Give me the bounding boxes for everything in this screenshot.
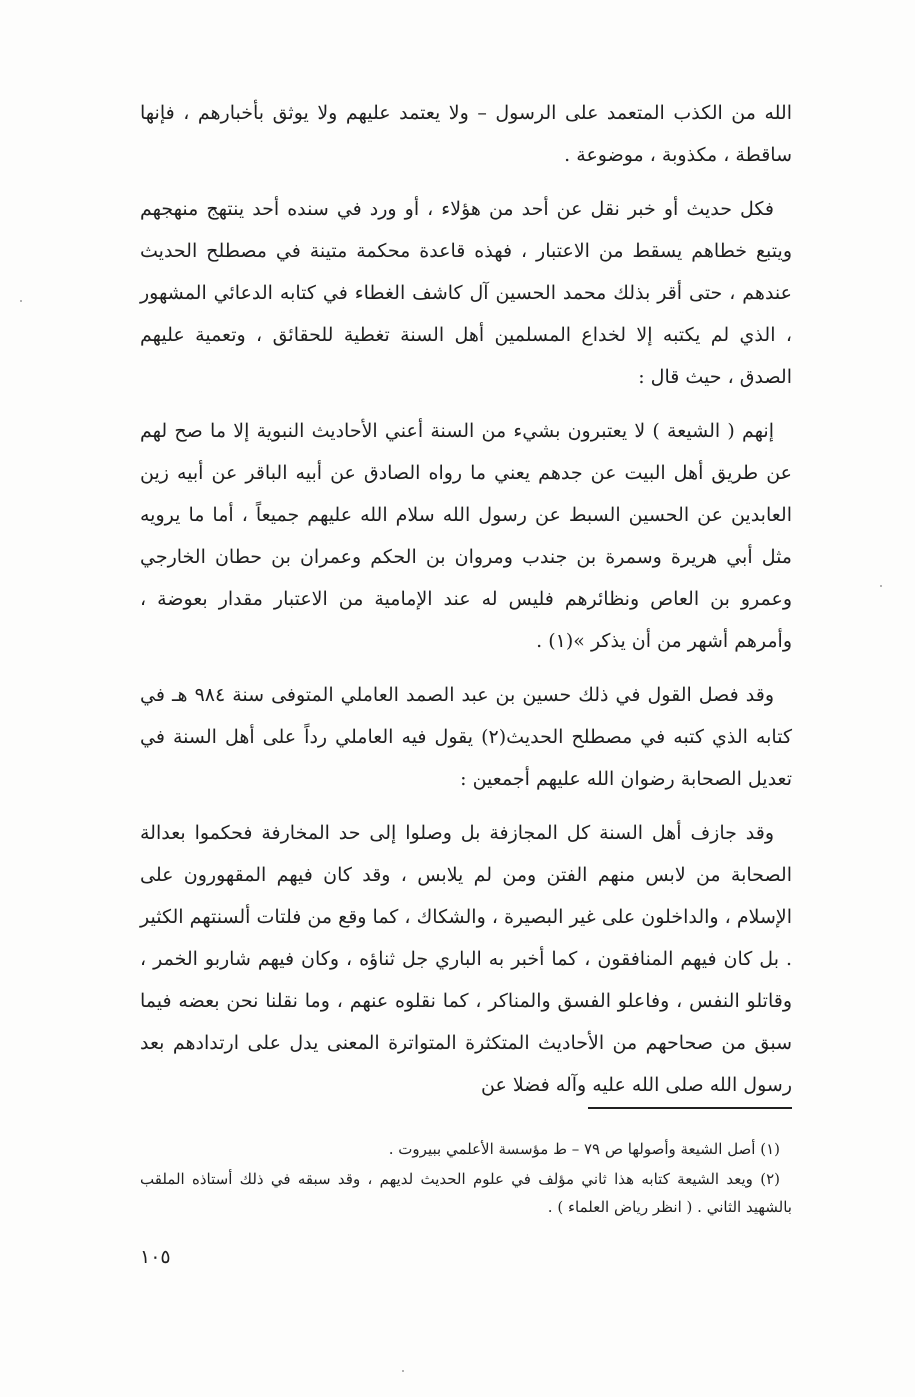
paragraph-4: وقد جازف أهل السنة كل المجازفة بل وصلوا إلى حد المخارفة فحكموا بعدالة الصحابة من لابس منهم الفتن ومن لم يلابس ، وقد كان فيهم المقهورون على الإسلام ، والداخلون على غير البصيرة ، والشكاك ، كما وقع من فلتات ألسنتهم الكثير . بل كان فيهم المنافقون ، كما أخبر به الباري جل ثناؤه ، وكان فيهم شاربو الخمر ، وقاتلو النفس ، وفاعلو الفسق والمناكر ، كما نقلوه عنهم ، وما نقلنا نحن بعضه فيما سبق من صحاحهم من الأحاديث المتكثرة المتواترة المعنى يدل على ارتدادهم بعد رسول الله صلى الله عليه وآله فضلا عن	[140, 822, 792, 1096]
scan-speck	[402, 1370, 404, 1372]
main-text	[140, 92, 792, 1118]
scan-speck	[20, 300, 22, 302]
scan-speck	[880, 585, 882, 587]
paragraph-1: الله من الكذب المتعمد على الرسول – ولا يعتمد عليهم ولا يوثق بأخبارهم ، فإنها ساقطة ، مكذوبة ، موضوعة .	[140, 102, 792, 166]
paragraph-3: وقد فصل القول في ذلك حسين بن عبد الصمد العاملي المتوفى سنة ٩٨٤ هـ في كتابه الذي كتبه في مصطلح الحديث(٢) يقول فيه العاملي رداً على أهل السنة في تعديل الصحابة رضوان الله عليهم أجمعين :	[140, 684, 792, 790]
footnote-divider	[588, 1107, 792, 1109]
page-number: ١٠٥	[140, 1246, 171, 1268]
footnotes	[140, 1135, 792, 1223]
footnote-1: (١) أصل الشيعة وأصولها ص ٧٩ – ط مؤسسة الأعلمي ببيروت .	[388, 1140, 780, 1158]
quote-paragraph: إنهم ( الشيعة ) لا يعتبرون بشيء من السنة أعني الأحاديث النبوية إلا ما صح لهم عن طريق أهل البيت عن جدهم يعني ما رواه الصادق عن أبيه الباقر عن أبيه زين العابدين عن الحسين السبط عن رسول الله سلام الله عليهم جميعاً ، أما ما يرويه مثل أبي هريرة وسمرة بن جندب ومروان بن الحكم وعمران بن حطان الخارجي وعمرو بن العاص ونظائرهم فليس له عند الإمامية من الاعتبار مقدار بعوضة ، وأمرهم أشهر من أن يذكر »(١) .	[140, 420, 792, 652]
paragraph-2: فكل حديث أو خبر نقل عن أحد من هؤلاء ، أو ورد في سنده أحد ينتهج منهجهم ويتبع خطاهم يسقط من الاعتبار ، فهذه قاعدة محكمة متينة في مصطلح الحديث عندهم ، حتى أقر بذلك محمد الحسين آل كاشف الغطاء في كتابه الدعائي المشهور ، الذي لم يكتبه إلا لخداع المسلمين أهل السنة تغطية للحقائق ، وتعمية عليهم الصدق ، حيث قال :	[140, 198, 792, 388]
footnote-2: (٢) ويعد الشيعة كتابه هذا ثاني مؤلف في علوم الحديث لديهم ، وقد سبقه في ذلك أستاذه الملقب بالشهيد الثاني . ( انظر رياض العلماء ) .	[140, 1170, 792, 1216]
